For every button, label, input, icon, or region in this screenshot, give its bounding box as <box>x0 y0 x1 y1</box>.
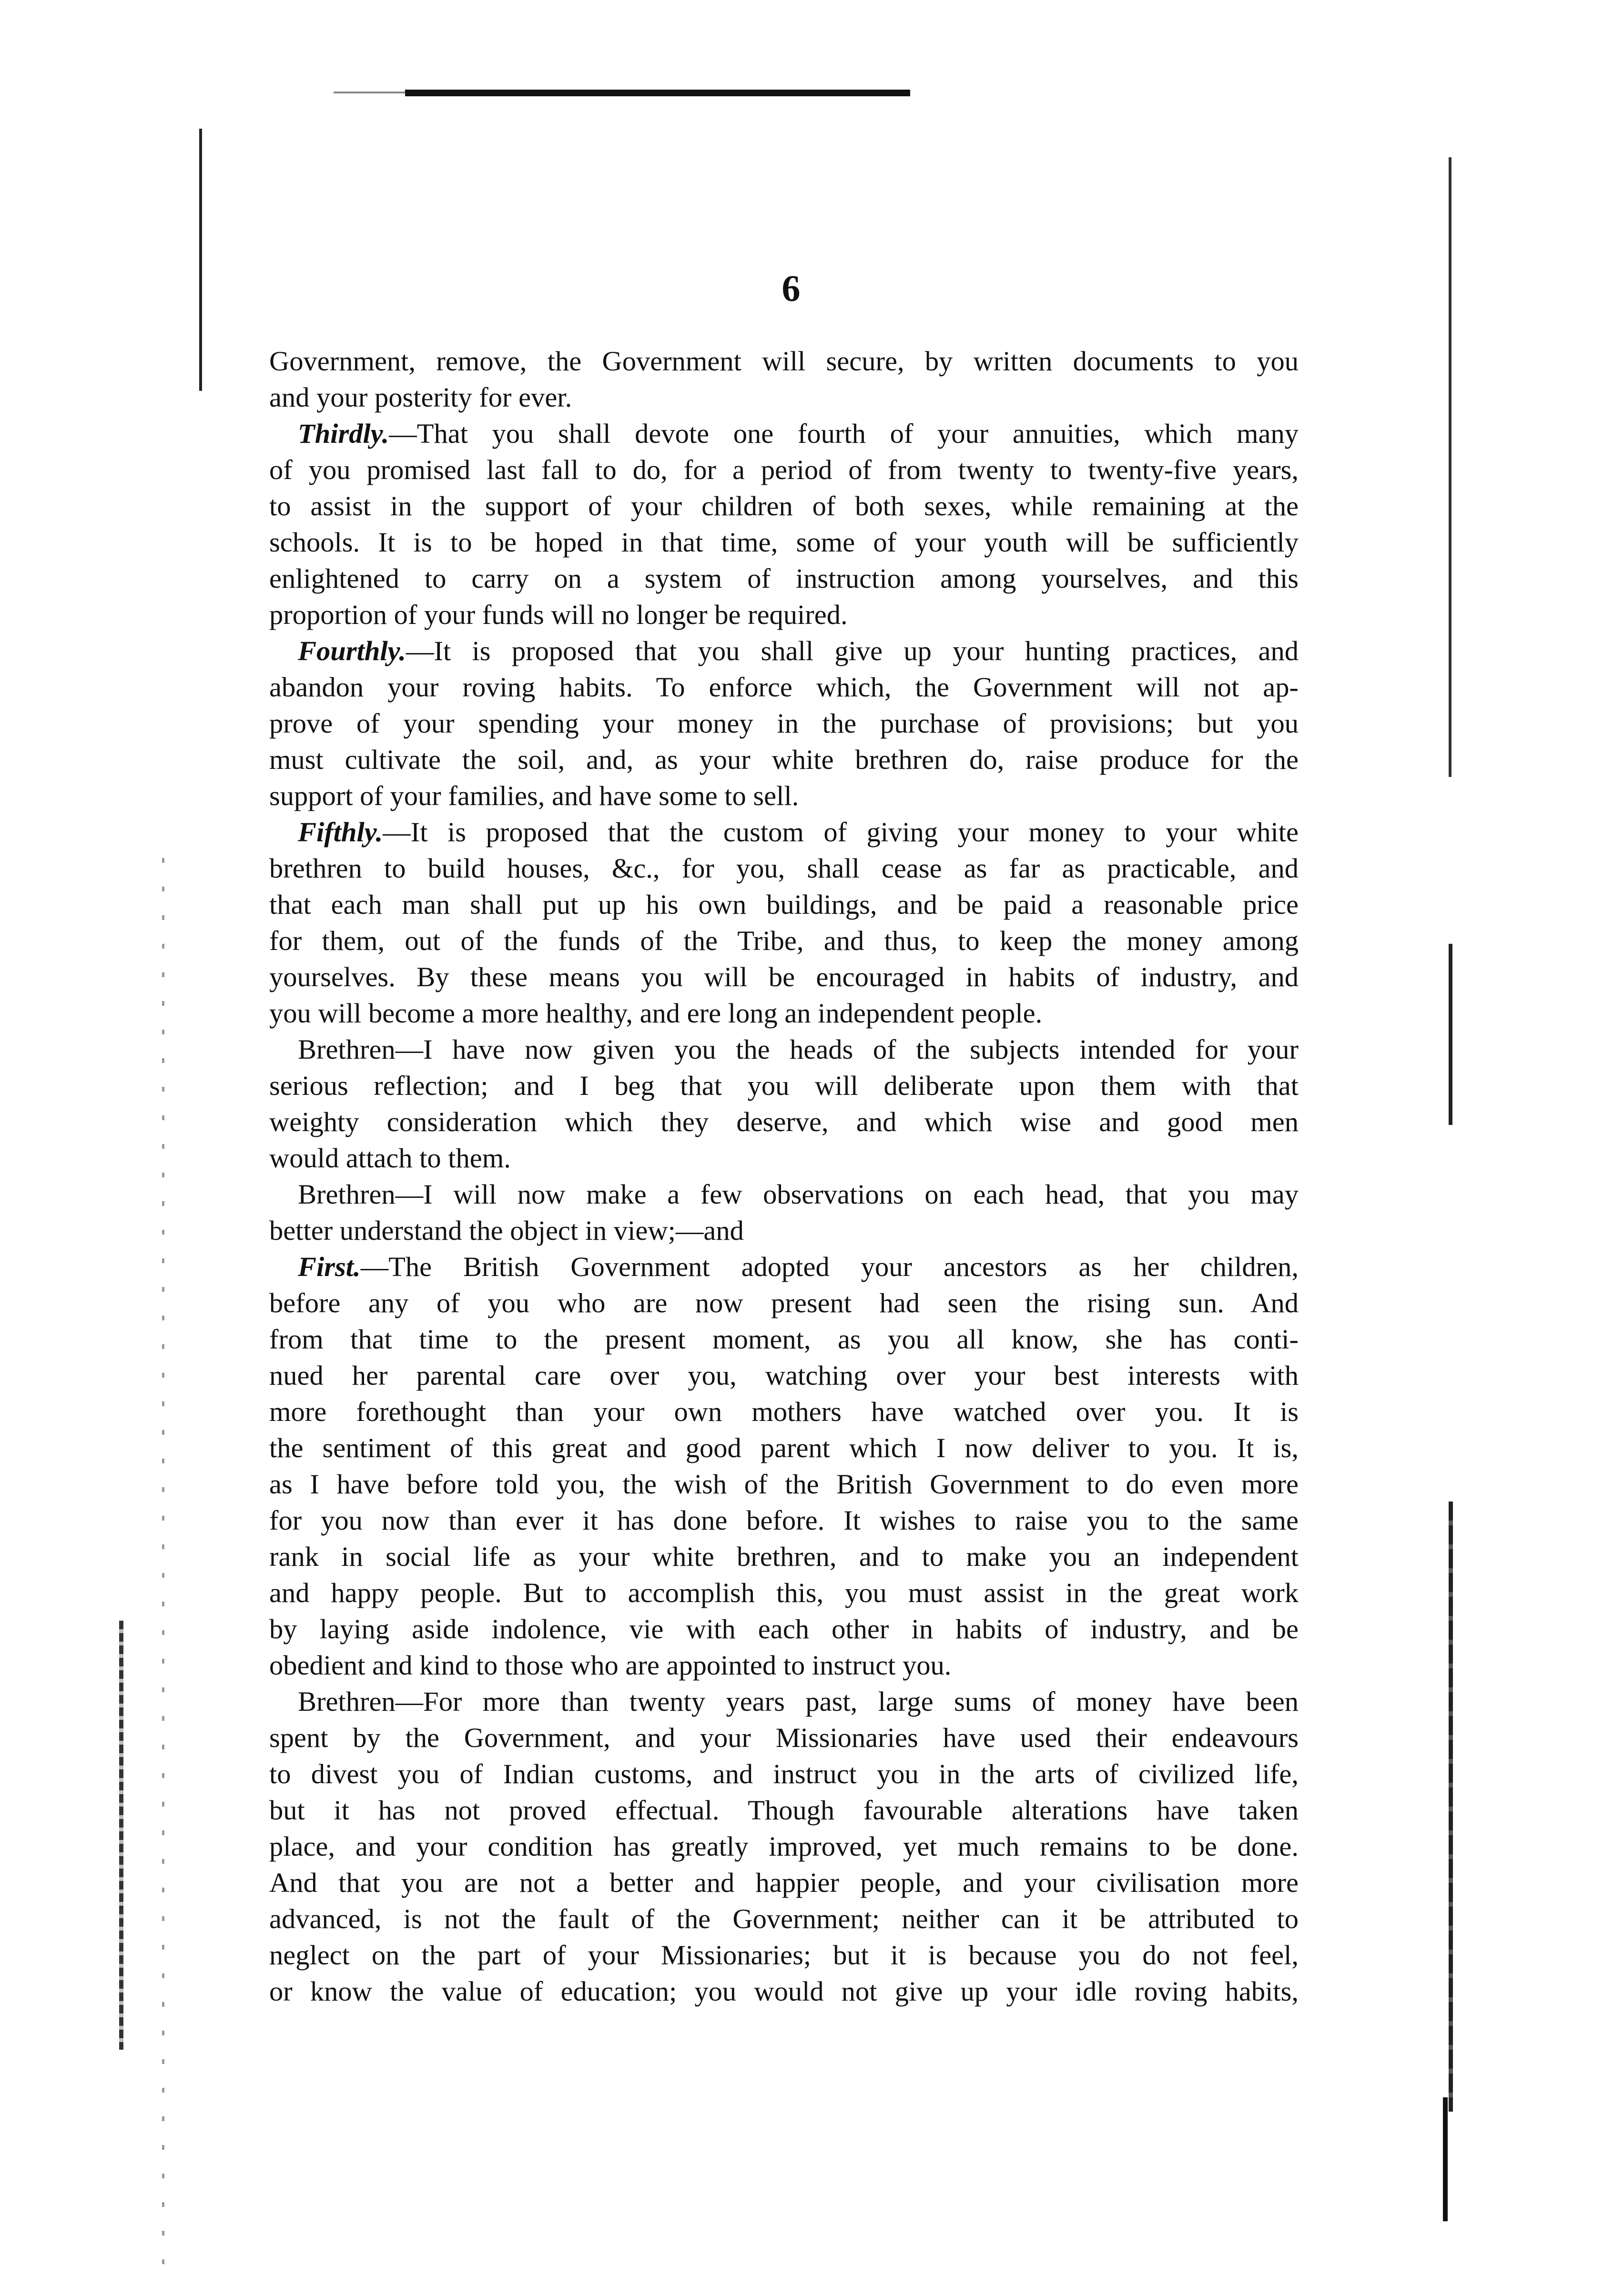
text-line <box>269 1611 1299 1647</box>
scan-artifact-left-binding <box>119 1621 123 2050</box>
scan-artifact-left-dashes <box>162 858 164 2288</box>
line-text: but it has not proved effectual. Though favourable alterations have taken <box>269 1795 1299 1826</box>
section-lead: First. <box>298 1251 361 1282</box>
text-line <box>269 1213 1299 1249</box>
line-text: for you now than ever it has done before. It wishes to raise you to the same <box>269 1505 1299 1536</box>
line-text: —It is proposed that the custom of giving your money to your white <box>383 817 1299 848</box>
line-text: neglect on the part of your Missionaries; but it is because you do not feel, <box>269 1940 1299 1971</box>
line-text: must cultivate the soil, and, as your white brethren do, raise produce for the <box>269 744 1299 775</box>
line-text: for them, out of the funds of the Tribe, and thus, to keep the money among <box>269 925 1299 956</box>
line-text: place, and your condition has greatly improved, yet much remains to be done. <box>269 1831 1299 1862</box>
line-text: Brethren—I have now given you the heads of the subjects intended for your <box>298 1034 1299 1065</box>
body-text <box>269 343 1299 2010</box>
line-text: more forethought than your own mothers have watched over you. It is <box>269 1396 1299 1427</box>
text-line <box>269 1792 1299 1828</box>
text-line <box>269 1140 1299 1176</box>
line-text: and your posterity for ever. <box>269 382 572 413</box>
text-line <box>269 1539 1299 1575</box>
line-text: or know the value of education; you would not give up your idle roving habits, <box>269 1976 1299 2007</box>
text-line <box>269 452 1299 488</box>
text-line <box>269 850 1299 887</box>
line-text: Brethren—For more than twenty years past, large sums of money have been <box>298 1686 1299 1717</box>
text-line <box>269 1176 1299 1213</box>
text-line <box>269 887 1299 923</box>
text-line <box>269 923 1299 959</box>
text-line <box>269 633 1299 669</box>
text-line <box>269 1358 1299 1394</box>
text-line <box>269 1321 1299 1358</box>
text-line <box>269 1285 1299 1321</box>
text-line <box>269 343 1299 379</box>
line-text: you will become a more healthy, and ere long an independent people. <box>269 998 1043 1029</box>
line-text: prove of your spending your money in the purchase of provisions; but you <box>269 708 1299 739</box>
line-text: serious reflection; and I beg that you will deliberate upon them with that <box>269 1070 1299 1101</box>
line-text: would attach to them. <box>269 1143 511 1174</box>
line-text: spent by the Government, and your Missionaries have used their endeavours <box>269 1722 1299 1753</box>
line-text: of you promised last fall to do, for a period of from twenty to twenty-five years, <box>269 454 1299 485</box>
text-line <box>269 1828 1299 1865</box>
line-text: to divest you of Indian customs, and instruct you in the arts of civilized life, <box>269 1758 1299 1789</box>
line-text: better understand the object in view;—and <box>269 1215 744 1246</box>
text-line <box>269 561 1299 597</box>
section-lead: Fourthly. <box>298 635 406 666</box>
text-line <box>269 1249 1299 1285</box>
section-lead: Fifthly. <box>298 817 383 848</box>
line-text: by laying aside indolence, vie with each other in habits of industry, and be <box>269 1614 1299 1644</box>
line-text: that each man shall put up his own buildings, and be paid a reasonable price <box>269 889 1299 920</box>
line-text: the sentiment of this great and good parent which I now deliver to you. It is, <box>269 1432 1299 1463</box>
line-text: before any of you who are now present had seen the rising sun. And <box>269 1287 1299 1318</box>
text-line <box>269 1720 1299 1756</box>
text-line <box>269 959 1299 995</box>
scan-artifact-right-edge-lower <box>1449 1502 1453 2112</box>
line-text: enlightened to carry on a system of instruction among yourselves, and this <box>269 563 1299 594</box>
text-line <box>269 1865 1299 1901</box>
line-text: from that time to the present moment, as you all know, she has conti- <box>269 1324 1299 1355</box>
line-text: Brethren—I will now make a few observations on each head, that you may <box>298 1179 1299 1210</box>
text-line <box>269 1684 1299 1720</box>
line-text: advanced, is not the fault of the Government; neither can it be attributed to <box>269 1903 1299 1934</box>
text-line <box>269 524 1299 561</box>
page-number: 6 <box>782 267 801 309</box>
text-line <box>269 1647 1299 1684</box>
line-text: schools. It is to be hoped in that time, some of your youth will be sufficiently <box>269 527 1299 558</box>
line-text: support of your families, and have some to sell. <box>269 780 799 811</box>
line-text: And that you are not a better and happier people, and your civilisation more <box>269 1867 1299 1898</box>
line-text: abandon your roving habits. To enforce which, the Government will not ap- <box>269 672 1299 703</box>
text-line <box>269 1502 1299 1539</box>
line-text: as I have before told you, the wish of the British Government to do even more <box>269 1469 1299 1500</box>
scan-artifact-rule-faint <box>334 92 405 93</box>
line-text: —The British Government adopted your ancestors as her children, <box>360 1251 1299 1282</box>
text-line <box>269 1756 1299 1792</box>
text-line <box>269 705 1299 742</box>
text-line <box>269 1937 1299 1973</box>
text-line <box>269 1068 1299 1104</box>
line-text: nued her parental care over you, watching over your best interests with <box>269 1360 1299 1391</box>
line-text: and happy people. But to accomplish this, you must assist in the great work <box>269 1577 1299 1608</box>
text-line <box>269 1394 1299 1430</box>
line-text: obedient and kind to those who are appointed to instruct you. <box>269 1650 952 1681</box>
scan-artifact-right-edge <box>1449 157 1451 777</box>
text-line <box>269 1032 1299 1068</box>
text-line <box>269 1973 1299 2010</box>
text-line <box>269 742 1299 778</box>
line-text: brethren to build houses, &c., for you, shall cease as far as practicable, and <box>269 853 1299 884</box>
line-text: —That you shall devote one fourth of your annuities, which many <box>389 418 1299 449</box>
text-line <box>269 1430 1299 1466</box>
text-line <box>269 995 1299 1032</box>
text-line <box>269 488 1299 524</box>
text-line <box>269 597 1299 633</box>
line-text: proportion of your funds will no longer be required. <box>269 599 848 630</box>
scan-artifact-left-edge <box>199 129 202 391</box>
scan-artifact-right-edge-bottom <box>1443 2097 1448 2221</box>
scan-artifact-right-edge-mid <box>1449 944 1452 1125</box>
line-text: rank in social life as your white brethren, and to make you an independent <box>269 1541 1299 1572</box>
text-line <box>269 1575 1299 1611</box>
text-line <box>269 1104 1299 1140</box>
text-line <box>269 778 1299 814</box>
section-lead: Thirdly. <box>298 418 389 449</box>
line-text: Government, remove, the Government will secure, by written documents to you <box>269 346 1299 377</box>
text-line <box>269 1466 1299 1502</box>
line-text: weighty consideration which they deserve, and which wise and good men <box>269 1106 1299 1137</box>
scan-artifact-rule <box>405 90 910 96</box>
line-text: to assist in the support of your children of both sexes, while remaining at the <box>269 490 1299 521</box>
line-text: yourselves. By these means you will be encouraged in habits of industry, and <box>269 961 1299 992</box>
text-line <box>269 416 1299 452</box>
text-line <box>269 1901 1299 1937</box>
text-line <box>269 669 1299 705</box>
text-line <box>269 814 1299 850</box>
line-text: —It is proposed that you shall give up your hunting practices, and <box>406 635 1299 666</box>
text-line <box>269 379 1299 416</box>
